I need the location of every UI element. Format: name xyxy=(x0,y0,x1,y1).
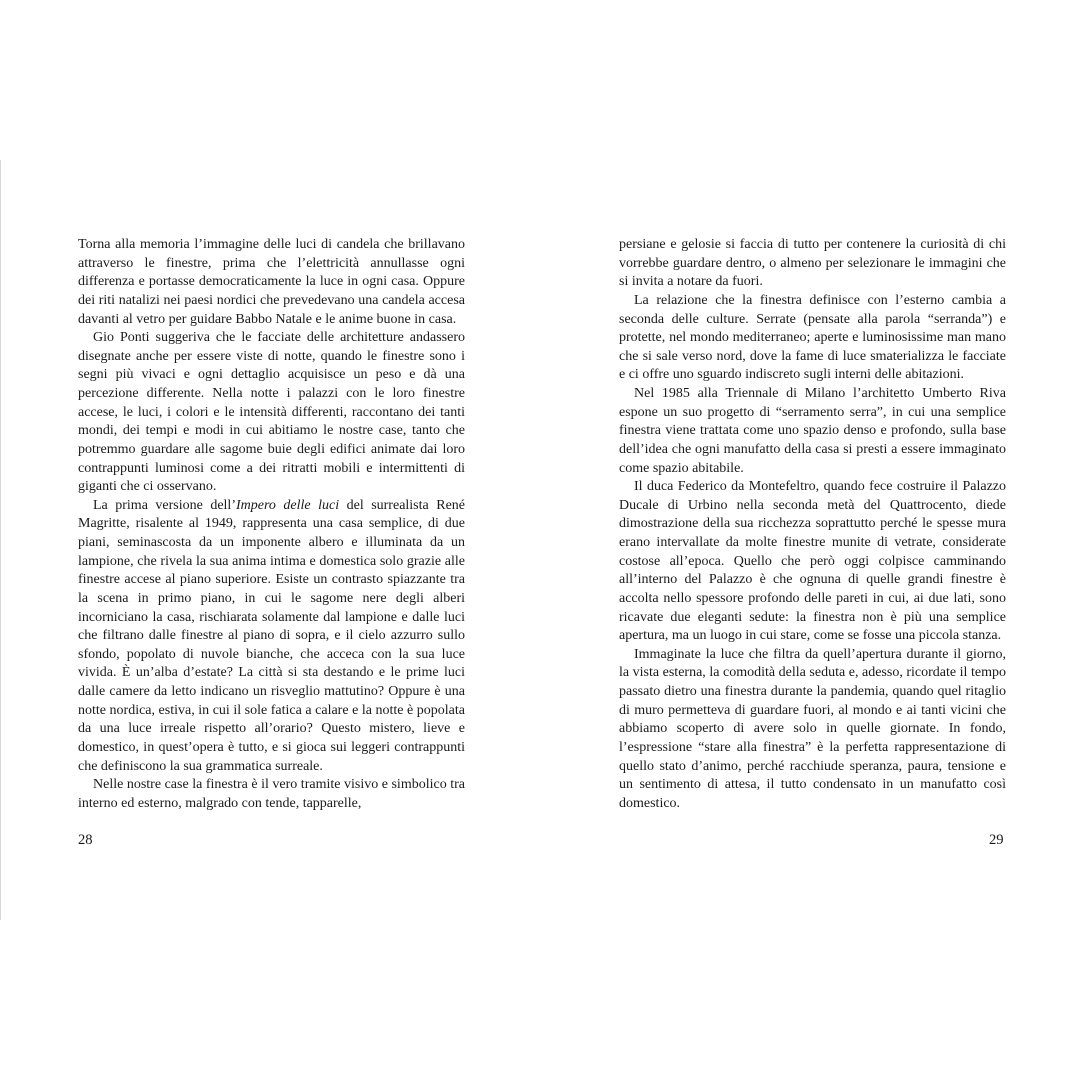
paragraph: Il duca Federico da Montefeltro, quando fece costruire il Palazzo Ducale di Urbino nella seconda metà del Quattrocento, diede dimostrazione della sua ricchezza soprattutto perché le spesse mura erano intervallate da molte finestre munite di vetrate, considerate costose all’epoca. Quello che però oggi colpisce camminando all’interno del Palazzo è che ognuna di quelle grandi finestre è accolta nello spessore profondo delle pareti in cui, ai due lati, sono ricavate due eleganti sedute: la finestra non è più una semplice apertura, ma un luogo in cui stare, come se fosse una piccola stanza. xyxy=(619,479,1006,644)
left-page-body xyxy=(78,236,465,813)
paragraph: persiane e gelosie si faccia di tutto per contenere la curiosità di chi vorrebbe guardare dentro, o almeno per selezionare le immagini che si invita a notare da fuori. xyxy=(619,237,1006,290)
artwork-title: Impero delle luci xyxy=(236,497,340,513)
paragraph: Nelle nostre case la finestra è il vero tramite visivo e simbolico tra interno ed esterno, malgrado con tende, tapparelle, xyxy=(78,777,465,811)
paragraph: Immaginate la luce che filtra da quell’apertura durante il giorno, la vista esterna, la comodità della seduta e, adesso, ricordate il tempo passato dietro una finestra durante la pandemia, quando quel ritaglio di muro permetteva di guardare fuori, al mondo e ai tanti vicini che abbiamo scoperto di avere solo in quelle giornate. In fondo, l’espressione “stare alla finestra” è la perfetta rappresentazione di quello stato d’animo, perché racchiude speranza, paura, tensione e un sentimento di attesa, il tutto condensato in un manufatto così domestico. xyxy=(619,646,1006,811)
paragraph: La relazione che la finestra definisce con l’esterno cambia a seconda delle culture. Serrate (pensate alla parola “serranda”) e protette, nel mondo mediterraneo; aperte e luminosissime man mano che si sale verso nord, dove la fame di luce smaterializza le facciate e ci offre uno sguardo indiscreto sugli interni delle abitazioni. xyxy=(619,292,1006,383)
paragraph-with-title xyxy=(78,497,465,776)
paragraph: Torna alla memoria l’immagine delle luci di candela che brillavano attraverso le finestre, prima che l’elettricità annullasse ogni differenza e portasse democraticamente la luce in ogni casa. Oppure dei riti natalizi nei paesi nordici che prevedevano una candela accesa davanti al vetro per guidare Babbo Natale e le anime buone in casa. xyxy=(78,237,465,327)
text-run: del surrealista René Magritte, risalente al 1949, rappresenta una casa semplice, di due piani, seminascosta da un imponente albero e illuminata da un lampione, che rivela la sua anima intima e domestica solo grazie alle finestre accese al piano superiore. Esiste un contrasto spiazzante tra la scena in primo piano, in cui le sagome nere degli alberi incorniciano la casa, rischiarata solamente dal lampione e dalle luci che filtrano dalle finestre al piano di sopra, e il cielo azzurro sullo sfondo, popolato di nuvole bianche, che acceca con la sua luce vivida. È un’alba d’estate? La città si sta destando e le prime luci dalle camere da letto indicano un risveglio mattutino? Oppure è una notte nordica, estiva, in cui il sole fatica a calare e la notte è popolata da una luce irreale rispetto all’orario? Questo mistero, lieve e domestico, in quest’opera è tutto, e si gioca sui leggeri contrappunti che definiscono la sua grammatica surreale. xyxy=(78,497,465,774)
paragraph: Nel 1985 alla Triennale di Milano l’architetto Umberto Riva espone un suo progetto di “serramento serra”, in cui una semplice finestra viene trattata come uno spazio denso e profondo, sulla base dell’idea che ogni manufatto della casa si presti a essere immaginato come spazio abitabile. xyxy=(619,386,1006,476)
right-page-body xyxy=(619,236,1006,813)
page-number-left: 28 xyxy=(78,832,93,848)
book-spread-edge xyxy=(0,160,1,920)
page-number-right: 29 xyxy=(989,832,1004,848)
paragraph: Gio Ponti suggeriva che le facciate delle architetture andassero disegnate anche per essere viste di notte, quando le finestre sono i segni più vivaci e ogni dettaglio acquisisce un peso e dà una percezione differente. Nella notte i palazzi con le loro finestre accese, le luci, i colori e le intensità differenti, raccontano dei tanti mondi, dei tempi e modi in cui abitiamo le nostre case, tanto che potremmo guardare alle sagome buie degli edifici animate dai loro contrappunti luminosi come a dei ritratti mobili e intermittenti di giganti che ci osservano. xyxy=(78,330,465,495)
text-run: La prima versione dell’ xyxy=(93,497,236,513)
